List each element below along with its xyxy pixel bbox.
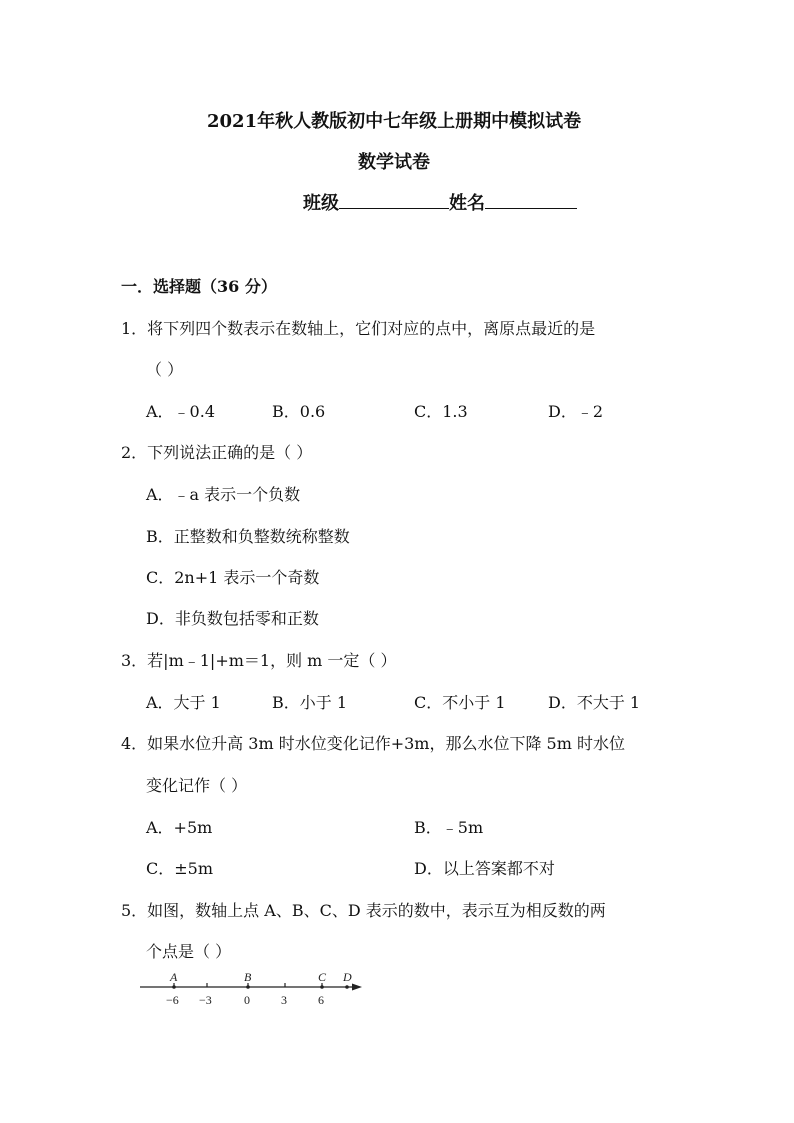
- question-3-option-d[interactable]: D．不大于 1: [548, 693, 641, 712]
- point-d-dot: [345, 985, 349, 989]
- question-5-stem-cont: 个点是（ ）: [146, 942, 232, 961]
- name-blank[interactable]: [485, 190, 577, 209]
- question-2-option-a[interactable]: A．﹣a 表示一个负数: [146, 485, 301, 504]
- class-blank[interactable]: [339, 190, 449, 209]
- question-2-stem: 2．下列说法正确的是（ ）: [121, 443, 313, 462]
- question-1-option-b[interactable]: B．0.6: [272, 402, 326, 421]
- tick-label: 6: [318, 993, 324, 1007]
- question-4-option-c[interactable]: C．±5m: [146, 859, 214, 878]
- question-1-option-d[interactable]: D．﹣2: [548, 402, 604, 421]
- name-label: 姓名: [449, 193, 485, 214]
- section-title: 一．选择题（36 分）: [121, 277, 277, 296]
- question-4-option-a[interactable]: A．+5m: [146, 818, 213, 837]
- tick-label: −3: [199, 993, 212, 1007]
- question-4-stem: 4．如果水位升高 3m 时水位变化记作+3m，那么水位下降 5m 时水位: [121, 734, 625, 753]
- point-label-a: A: [170, 970, 178, 984]
- question-3-option-b[interactable]: B．小于 1: [272, 693, 348, 712]
- tick-label: 0: [244, 993, 250, 1007]
- question-1-option-a[interactable]: A．﹣0.4: [146, 402, 216, 421]
- question-5-stem: 5．如图，数轴上点 A、B、C、D 表示的数中，表示互为相反数的两: [121, 901, 606, 920]
- point-c-dot: [320, 985, 324, 989]
- question-2-option-b[interactable]: B．正整数和负整数统称整数: [146, 527, 350, 546]
- question-1-option-c[interactable]: C．1.3: [414, 402, 468, 421]
- question-3-option-a[interactable]: A．大于 1: [146, 693, 221, 712]
- question-4-option-d[interactable]: D．以上答案都不对: [414, 859, 555, 878]
- number-line-figure: [138, 968, 370, 1010]
- point-a-dot: [172, 985, 176, 989]
- exam-title: 2021年秋人教版初中七年级上册期中模拟试卷: [207, 111, 582, 132]
- question-1-stem: 1．将下列四个数表示在数轴上，它们对应的点中，离原点最近的是: [121, 319, 596, 338]
- question-2-option-c[interactable]: C．2n+1 表示一个奇数: [146, 568, 320, 587]
- class-label: 班级: [303, 193, 339, 214]
- question-4-option-b[interactable]: B．﹣5m: [414, 818, 484, 837]
- point-label-c: C: [318, 970, 327, 984]
- question-3-stem: 3．若|m﹣1|+m＝1，则 m 一定（ ）: [121, 651, 397, 670]
- tick-label: 3: [281, 993, 287, 1007]
- point-label-b: B: [244, 970, 252, 984]
- point-label-d: D: [343, 970, 352, 984]
- tick-label: −6: [166, 993, 179, 1007]
- question-2-option-d[interactable]: D．非负数包括零和正数: [146, 609, 319, 628]
- question-3-option-c[interactable]: C．不小于 1: [414, 693, 506, 712]
- exam-subtitle: 数学试卷: [358, 152, 430, 173]
- question-4-stem-cont: 变化记作（ ）: [146, 776, 248, 795]
- question-1-paren: （ ）: [146, 360, 184, 379]
- number-line-arrow: [352, 984, 362, 991]
- point-b-dot: [246, 985, 250, 989]
- class-name-line: [303, 189, 577, 215]
